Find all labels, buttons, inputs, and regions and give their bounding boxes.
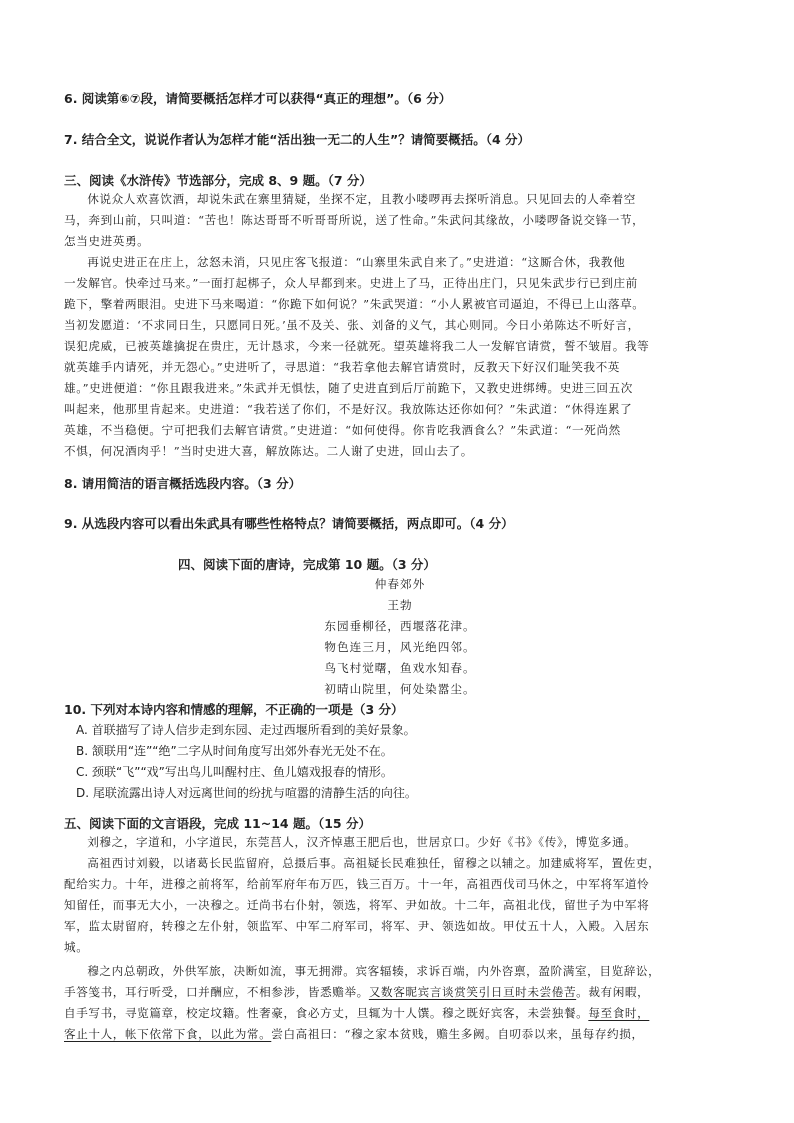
passage-text: 。裁有闲暇， xyxy=(576,985,650,999)
passage-line: 不惧，何况酒肉乎！”当时史进大喜，解放陈达。二人谢了史进，回山去了。 xyxy=(64,444,473,458)
section-4-heading: 四、阅读下面的唐诗，完成第 10 题。（3 分） xyxy=(178,557,436,572)
passage-line xyxy=(64,1024,732,1045)
underlined-sentence-2b: 客止十人，帐下依常下食，以此为常。 xyxy=(64,1027,272,1041)
section-3-heading: 三、阅读《水浒传》节选部分，完成 8、9 题。（7 分） xyxy=(64,173,372,188)
option-b: B. 颔联用“连”“绝”二字从时间角度写出郊外春光无处不在。 xyxy=(76,744,393,758)
passage-text: 手答笺书，耳行听受，口并酬应，不相参涉，皆悉赡举。 xyxy=(64,985,369,999)
passage-line xyxy=(64,1003,732,1024)
passage-line: 军，监太尉留府，转穆之左仆射，领监军、中军二府军司，将军、尹、领选如故。甲仗五十人，入殿。入居东 xyxy=(64,919,650,933)
passage-line: 穆之内总朝政，外供军旅，决断如流，事无拥滞。宾客辐辏，求诉百端，内外咨禀，盈阶满室，目览辞讼， xyxy=(87,964,661,978)
passage-line: 叫起来，他那里肯起来。史进道：“我若送了你们，不是好汉。我放陈达还你如何？”朱武道：“休得连累了 xyxy=(64,402,633,416)
passage-line: 跪下，擎着两眼泪。史进下马来喝道：“你跪下如何说？”朱武哭道：“小人累被官司逼迫，不得已上山落草。 xyxy=(64,297,645,311)
poem-title: 仲春郊外 xyxy=(374,577,426,591)
option-a: A. 首联描写了诗人信步走到东园、走过西堰所看到的美好景象。 xyxy=(76,723,416,737)
passage-line: 一发解官。快牵过马来。”一面打起梆子，众人早都到来。史进上了马，正待出庄门，只见朱武步行已到庄前 xyxy=(64,276,638,290)
passage-line xyxy=(64,982,732,1003)
passage-text: 自手写书，寻览篇章，校定坟籍。性奢豪，食必方丈，旦辄为十人馔。穆之既好宾客，未尝独餐。 xyxy=(64,1006,589,1020)
classical-passage xyxy=(64,832,732,1045)
poem-author: 王勃 xyxy=(387,598,413,612)
poem-line: 物色连三月，风光绝四邻。 xyxy=(324,640,476,654)
passage-line: 高祖西讨刘毅，以诸葛长民监留府，总摄后事。高祖疑长民难独任，留穆之以辅之。加建威将军，置佐吏， xyxy=(87,856,661,870)
poem-line: 鸟飞村觉曙，鱼戏水知春。 xyxy=(324,661,476,675)
question-6: 6. 阅读第⑥⑦段，请简要概括怎样才可以获得“真正的理想”。（6 分） xyxy=(64,91,452,106)
passage-line: 配给实力。十年，进穆之前将军，给前军府年布万匹，钱三百万。十一年，高祖西伐司马休之，中军将军道怜 xyxy=(64,877,650,891)
underlined-sentence-1: 又数客昵宾言谈赏笑引日亘时未尝倦苦 xyxy=(368,985,577,999)
question-9: 9. 从选段内容可以看出朱武具有哪些性格特点？请简要概括，两点即可。（4 分） xyxy=(64,516,514,531)
underlined-sentence-2a: 每至食时， xyxy=(588,1006,650,1020)
section-5-heading: 五、阅读下面的文言语段，完成 11~14 题。（15 分） xyxy=(64,816,371,831)
passage-line: 当初发愿道：‘不求同日生，只愿同日死。’虽不及关、张、刘备的义气，其心则同。今日小弟陈达不听好言， xyxy=(64,318,640,332)
poem-line: 东园垂柳径，西堰落花津。 xyxy=(324,619,476,633)
question-7: 7. 结合全文，说说作者认为怎样才能“活出独一无二的人生”？请简要概括。（4 分） xyxy=(64,132,531,147)
passage-line: 城。 xyxy=(64,940,89,954)
passage-line: 怎当史进英勇。 xyxy=(64,234,150,248)
option-d: D. 尾联流露出诗人对远离世间的纷扰与喧嚣的清静生活的向往。 xyxy=(76,786,417,800)
option-c: C. 颈联“飞”“戏”写出鸟儿叫醒村庄、鱼儿嬉戏报春的情形。 xyxy=(76,765,393,779)
question-10: 10. 下列对本诗内容和情感的理解，不正确的一项是（3 分） xyxy=(64,702,404,717)
shuihu-passage xyxy=(64,189,732,462)
passage-line: 再说史进正在庄上，忿怒未消，只见庄客飞报道：“山寨里朱武自来了。”史进道：“这厮合休，我教他 xyxy=(87,255,626,269)
passage-line: 休说众人欢喜饮酒，却说朱武在寨里猜疑，坐探不定，且教小喽啰再去探听消息。只见回去的人牵着空 xyxy=(87,192,636,206)
passage-line: 知留任，而事无大小，一决穆之。迁尚书右仆射，领选，将军、尹如故。十二年，高祖北伐，留世子为中军将 xyxy=(64,898,650,912)
passage-line: 雄。”史进便道：“你且跟我进来。”朱武并无惧怯，随了史进直到后厅前跪下，又教史进绑缚。史进三回五次 xyxy=(64,381,633,395)
poem xyxy=(250,574,550,700)
passage-line: 马，奔到山前，只叫道：“苦也！陈达哥哥不听哥哥所说，送了性命。”朱武问其缘故，小喽啰备说交锋一节， xyxy=(64,213,645,227)
passage-line: 英雄，不当稳便。宁可把我们去解官请赏。”史进道：“如何使得。你肯吃我酒食么？”朱武道：“一死尚然 xyxy=(64,423,621,437)
passage-line: 就英雄手内请死，并无怨心。”史进听了，寻思道：“我若拿他去解官请赏时，反教天下好汉们耻笑我不英 xyxy=(64,360,620,374)
passage-line: 刘穆之，字道和，小字道民，东莞莒人，汉齐悼惠王肥后也，世居京口。少好《书》《传》，博览多通。 xyxy=(87,835,637,849)
passage-line: 误犯虎威，已被英雄擒捉在贵庄，无计恳求，今来一径就死。望英雄将我二人一发解官请赏，誓不皱眉。我等 xyxy=(64,339,650,353)
question-8: 8. 请用简洁的语言概括选段内容。（3 分） xyxy=(64,476,302,491)
poem-line: 初晴山院里，何处染嚣尘。 xyxy=(324,682,476,696)
passage-text: 尝白高祖曰：“穆之家本贫贱，赡生多阙。自叨忝以来，虽每存约损， xyxy=(271,1027,644,1041)
